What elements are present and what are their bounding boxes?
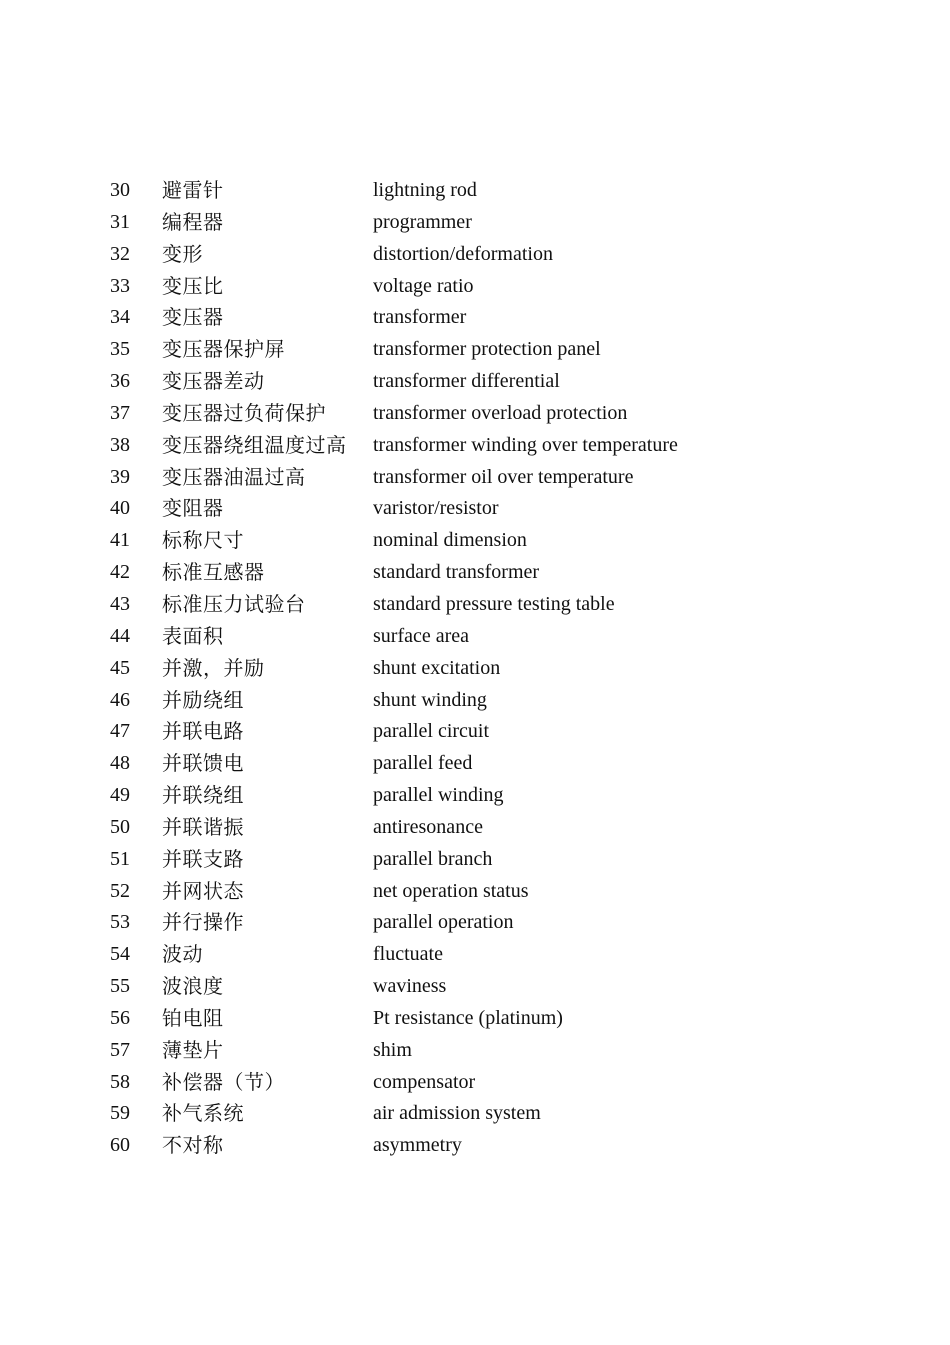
entry-number: 31 xyxy=(110,210,130,233)
chinese-term: 波浪度 xyxy=(162,974,224,999)
english-term: varistor/resistor xyxy=(373,497,499,520)
glossary-row xyxy=(110,1130,870,1162)
chinese-term: 并网状态 xyxy=(162,878,244,903)
entry-number: 59 xyxy=(110,1102,130,1125)
entry-number: 37 xyxy=(110,401,130,424)
entry-number: 33 xyxy=(110,274,130,297)
english-term: asymmetry xyxy=(373,1134,462,1157)
english-term: distortion/deformation xyxy=(373,242,553,265)
english-term: transformer oil over temperature xyxy=(373,465,634,488)
entry-number: 49 xyxy=(110,784,130,807)
english-term: transformer winding over temperature xyxy=(373,433,678,456)
english-term: shunt winding xyxy=(373,688,487,711)
english-term: standard transformer xyxy=(373,561,540,584)
chinese-term: 变压器过负荷保护 xyxy=(162,400,326,425)
chinese-term: 变压器保护屏 xyxy=(162,337,285,362)
glossary-row xyxy=(110,685,870,717)
english-term: antiresonance xyxy=(373,815,483,838)
chinese-term: 表面积 xyxy=(162,623,224,648)
english-term: transformer xyxy=(373,306,467,329)
chinese-term: 并联馈电 xyxy=(162,751,244,776)
chinese-term: 补偿器（节） xyxy=(162,1069,285,1094)
glossary-row xyxy=(110,462,870,494)
entry-number: 60 xyxy=(110,1134,130,1157)
glossary-row xyxy=(110,621,870,653)
chinese-term: 薄垫片 xyxy=(162,1037,224,1062)
english-term: transformer differential xyxy=(373,370,560,393)
glossary-row xyxy=(110,398,870,430)
entry-number: 56 xyxy=(110,1006,130,1029)
chinese-term: 标称尺寸 xyxy=(162,528,244,553)
entry-number: 55 xyxy=(110,975,130,998)
chinese-term: 变压器油温过高 xyxy=(162,464,306,489)
english-term: parallel operation xyxy=(373,911,514,934)
chinese-term: 补气系统 xyxy=(162,1101,244,1126)
english-term: waviness xyxy=(373,975,447,998)
entry-number: 48 xyxy=(110,752,130,775)
glossary-row xyxy=(110,780,870,812)
glossary-row xyxy=(110,589,870,621)
glossary-row xyxy=(110,812,870,844)
glossary-row xyxy=(110,493,870,525)
entry-number: 58 xyxy=(110,1070,130,1093)
glossary-row xyxy=(110,971,870,1003)
entry-number: 43 xyxy=(110,592,130,615)
chinese-term: 编程器 xyxy=(162,209,224,234)
entry-number: 40 xyxy=(110,497,130,520)
glossary-row xyxy=(110,271,870,303)
chinese-term: 标准压力试验台 xyxy=(162,591,306,616)
chinese-term: 并行操作 xyxy=(162,910,244,935)
chinese-term: 标准互感器 xyxy=(162,560,265,585)
english-term: fluctuate xyxy=(373,943,443,966)
english-term: standard pressure testing table xyxy=(373,592,615,615)
english-term: parallel circuit xyxy=(373,720,490,743)
chinese-term: 并励绕组 xyxy=(162,687,244,712)
english-term: parallel winding xyxy=(373,784,504,807)
glossary-row xyxy=(110,653,870,685)
entry-number: 34 xyxy=(110,306,130,329)
chinese-term: 并联绕组 xyxy=(162,783,244,808)
entry-number: 52 xyxy=(110,879,130,902)
entry-number: 51 xyxy=(110,847,130,870)
chinese-term: 铂电阻 xyxy=(162,1005,224,1030)
chinese-term: 变阻器 xyxy=(162,496,224,521)
glossary-row xyxy=(110,876,870,908)
english-term: air admission system xyxy=(373,1102,541,1125)
chinese-term: 并联谐振 xyxy=(162,814,244,839)
english-term: Pt resistance (platinum) xyxy=(373,1006,563,1029)
english-term: programmer xyxy=(373,210,472,233)
entry-number: 47 xyxy=(110,720,130,743)
glossary-row xyxy=(110,334,870,366)
entry-number: 45 xyxy=(110,656,130,679)
entry-number: 42 xyxy=(110,561,130,584)
entry-number: 44 xyxy=(110,624,130,647)
english-term: compensator xyxy=(373,1070,476,1093)
entry-number: 38 xyxy=(110,433,130,456)
chinese-term: 不对称 xyxy=(162,1133,224,1158)
glossary-row xyxy=(110,302,870,334)
glossary-row xyxy=(110,716,870,748)
entry-number: 39 xyxy=(110,465,130,488)
chinese-term: 并联支路 xyxy=(162,846,244,871)
chinese-term: 波动 xyxy=(162,942,203,967)
english-term: transformer overload protection xyxy=(373,401,628,424)
glossary-row xyxy=(110,557,870,589)
glossary-row xyxy=(110,366,870,398)
glossary-row xyxy=(110,748,870,780)
chinese-term: 并联电路 xyxy=(162,719,244,744)
english-term: parallel branch xyxy=(373,847,493,870)
entry-number: 57 xyxy=(110,1038,130,1061)
entry-number: 35 xyxy=(110,338,130,361)
glossary-row xyxy=(110,1003,870,1035)
glossary-row xyxy=(110,844,870,876)
glossary-row xyxy=(110,1067,870,1099)
chinese-term: 变压器差动 xyxy=(162,369,265,394)
chinese-term: 变压器 xyxy=(162,305,224,330)
entry-number: 53 xyxy=(110,911,130,934)
chinese-term: 变压比 xyxy=(162,273,224,298)
glossary-row xyxy=(110,239,870,271)
glossary-row xyxy=(110,175,870,207)
english-term: net operation status xyxy=(373,879,529,902)
chinese-term: 并激，并励 xyxy=(162,655,265,680)
entry-number: 50 xyxy=(110,815,130,838)
entry-number: 36 xyxy=(110,370,130,393)
glossary-row xyxy=(110,430,870,462)
entry-number: 46 xyxy=(110,688,130,711)
glossary-row xyxy=(110,207,870,239)
chinese-term: 变形 xyxy=(162,241,203,266)
glossary-row xyxy=(110,1098,870,1130)
english-term: surface area xyxy=(373,624,470,647)
entry-number: 41 xyxy=(110,529,130,552)
glossary-row xyxy=(110,525,870,557)
english-term: transformer protection panel xyxy=(373,338,601,361)
glossary-row xyxy=(110,1035,870,1067)
english-term: shunt excitation xyxy=(373,656,501,679)
english-term: voltage ratio xyxy=(373,274,474,297)
glossary-row xyxy=(110,939,870,971)
english-term: lightning rod xyxy=(373,179,477,201)
glossary-list xyxy=(110,175,870,1162)
glossary-row xyxy=(110,907,870,939)
entry-number: 30 xyxy=(110,179,130,201)
entry-number: 54 xyxy=(110,943,130,966)
entry-number: 32 xyxy=(110,242,130,265)
english-term: shim xyxy=(373,1038,412,1061)
english-term: parallel feed xyxy=(373,752,473,775)
chinese-term: 避雷针 xyxy=(162,178,224,202)
chinese-term: 变压器绕组温度过高 xyxy=(162,432,347,457)
english-term: nominal dimension xyxy=(373,529,527,552)
